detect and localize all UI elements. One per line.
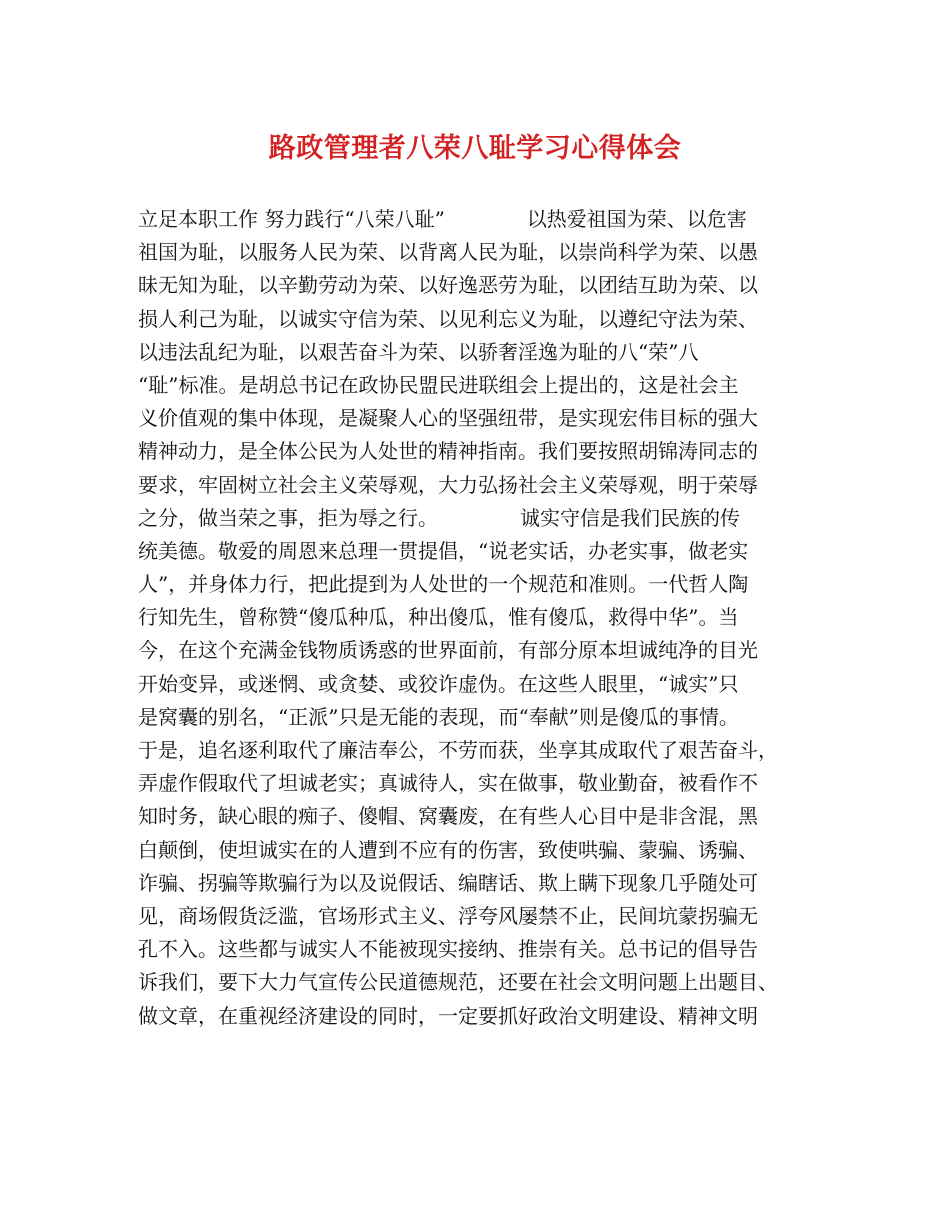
body-line-11: 统美德。敬爱的周恩来总理一贯提倡，“说老实话，办老实事，做老实 [138,538,749,563]
body-line-13: 行知先生，曾称赞“傻瓜种瓜，种出傻瓜，惟有傻瓜，救得中华”。当 [138,605,739,630]
body-line-1 [138,203,838,236]
body-line-5: 以违法乱纪为耻，以艰苦奋斗为荣、以骄奢淫逸为耻的八“荣”八 [138,339,699,364]
paragraph-end-text: 之分，做当荣之事，拒为辱之行。 [138,505,438,530]
body-line-20: 白颠倒，使坦诚实在的人遭到不应有的伤害，致使哄骗、蒙骗、诱骗、 [138,837,758,862]
paragraph-start-text: 以热爱祖国为荣、以危害 [526,207,747,231]
body-line-21: 诈骗、拐骗等欺骗行为以及说假话、编瞎话、欺上瞒下现象几乎随处可 [138,870,758,895]
body-line-7: 义价值观的集中体现，是凝聚人心的坚强纽带，是实现宏伟目标的强大 [138,406,758,431]
body-line-24: 诉我们，要下大力气宣传公民道德规范，还要在社会文明问题上出题目、 [138,970,778,995]
body-line-17: 于是，追名逐利取代了廉洁奉公，不劳而获，坐享其成取代了艰苦奋斗， [138,738,778,762]
body-line-9: 要求，牢固树立社会主义荣辱观，大力弘扬社会主义荣辱观，明于荣辱 [138,472,758,497]
paragraph-start-text: 诚实守信是我们民族的传 [520,505,740,530]
body-line-3: 昧无知为耻，以辛勤劳动为荣、以好逸恶劳为耻，以团结互助为荣、以 [138,273,758,298]
body-line-6: “耻”标准。是胡总书记在政协民盟民进联组会上提出的，这是社会主 [138,372,739,397]
body-line-2: 祖国为耻，以服务人民为荣、以背离人民为耻，以崇尚科学为荣、以愚 [138,240,758,265]
subtitle-text: 立足本职工作 努力践行“八荣八耻” [138,207,445,231]
body-line-18: 弄虚作假取代了坦诚老实；真诚待人，实在做事，敬业勤奋，被看作不 [138,771,758,796]
body-line-12: 人”，并身体力行，把此提到为人处世的一个规范和准则。一代哲人陶 [138,572,749,597]
body-line-25: 做文章，在重视经济建设的同时，一定要抓好政治文明建设、精神文明 [138,1003,758,1028]
body-line-23: 孔不入。这些都与诚实人不能被现实接纳、推崇有关。总书记的倡导告 [138,937,758,962]
body-line-14: 今，在这个充满金钱物质诱惑的世界面前，有部分原本坦诚纯净的目光 [138,638,758,663]
body-line-22: 见，商场假货泛滥，官场形式主义、浮夸风屡禁不止，民间坑蒙拐骗无 [138,903,758,928]
document-title: 路政管理者八荣八耻学习心得体会 [268,133,682,164]
body-line-10 [138,502,838,535]
document-body [138,203,838,1033]
body-line-8: 精神动力，是全体公民为人处世的精神指南。我们要按照胡锦涛同志的 [138,439,758,464]
body-line-15: 开始变异，或迷惘、或贪婪、或狡诈虚伪。在这些人眼里，“诚实”只 [138,671,739,696]
body-line-16: 是窝囊的别名，“正派”只是无能的表现，而“奉献”则是傻瓜的事情。 [138,704,739,729]
body-line-4: 损人利己为耻，以诚实守信为荣、以见利忘义为耻，以遵纪守法为荣、 [138,306,758,331]
body-line-19: 知时务，缺心眼的痴子、傻帽、窝囊废，在有些人心目中是非含混，黑 [138,804,758,829]
